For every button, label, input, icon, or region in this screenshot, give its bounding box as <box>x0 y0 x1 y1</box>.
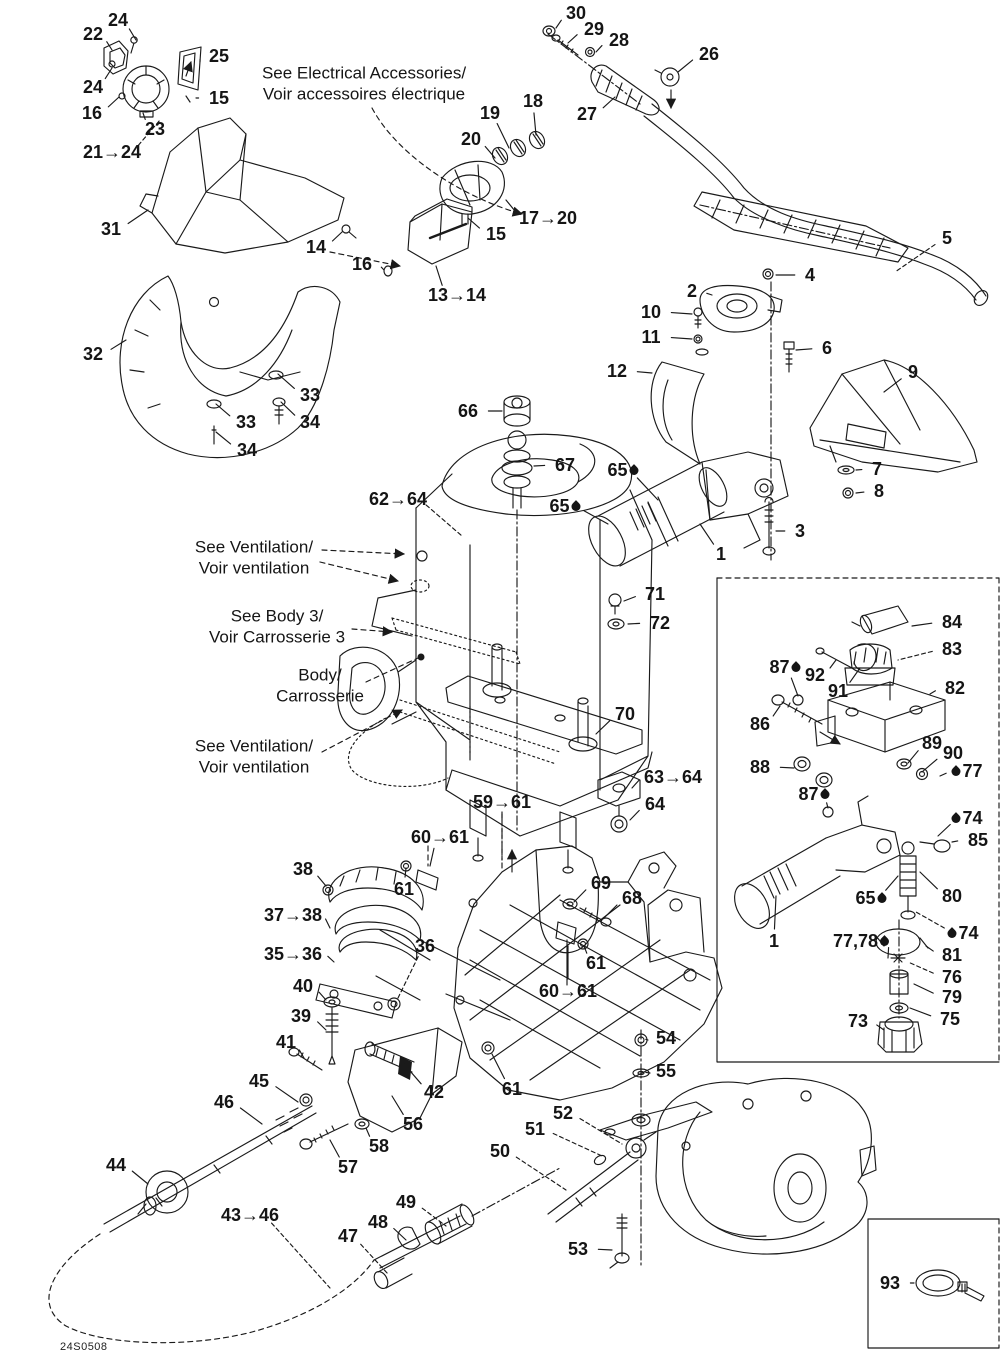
mirror-bracket-parts <box>104 37 201 117</box>
callout-85: 85 <box>967 830 989 850</box>
callout-47: 47 <box>337 1226 359 1246</box>
steering-support-housing <box>338 434 652 873</box>
callout-34: 34 <box>299 412 321 432</box>
switch-housing-cover <box>440 129 548 224</box>
callout-38: 38 <box>292 859 314 879</box>
callout-19: 19 <box>479 103 501 123</box>
steering-support-drum <box>656 1078 876 1254</box>
callout-77-78: 77,78 <box>833 932 891 950</box>
callout-29: 29 <box>583 19 605 39</box>
callout-69: 69 <box>590 873 612 893</box>
leader-lines <box>105 20 957 1288</box>
callout-75: 75 <box>939 1009 961 1029</box>
callout-13-14: 13→14 <box>427 285 487 305</box>
callout-36: 36 <box>414 936 436 956</box>
callout-93: 93 <box>879 1273 901 1293</box>
callout-73: 73 <box>847 1011 869 1031</box>
callout-21-24: 21→24 <box>82 142 142 162</box>
callout-52: 52 <box>552 1103 574 1123</box>
callout-24: 24 <box>107 10 129 30</box>
mount-plate-and-studs <box>400 644 642 832</box>
fin-cover <box>763 360 977 555</box>
callout-46: 46 <box>213 1092 235 1112</box>
annotation-body: Body/ Carrosserie <box>276 665 364 705</box>
callout-30: 30 <box>565 3 587 23</box>
callout-54: 54 <box>655 1028 677 1048</box>
callout-23: 23 <box>144 119 166 139</box>
callout-12: 12 <box>606 361 628 381</box>
callout-59-61: 59→61 <box>472 792 532 812</box>
annotation-electrical-accessories: See Electrical Accessories/ Voir accessoires électrique <box>261 63 467 103</box>
subassembly-panel-border <box>717 578 999 1062</box>
handlebar-assembly <box>543 26 991 308</box>
callout-51: 51 <box>524 1119 546 1139</box>
callout-26: 26 <box>698 44 720 64</box>
panel-column-parts <box>727 796 950 1052</box>
callout-43-46: 43→46 <box>220 1205 280 1225</box>
callout-44: 44 <box>105 1155 127 1175</box>
callout-65: 65 <box>855 889 888 907</box>
callout-74: 74 <box>945 924 978 942</box>
callout-28: 28 <box>608 30 630 50</box>
callout-68: 68 <box>621 888 643 908</box>
callout-57: 57 <box>337 1157 359 1177</box>
callout-66: 66 <box>457 401 479 421</box>
callout-74: 74 <box>949 809 982 827</box>
callout-61: 61 <box>585 953 607 973</box>
callout-56: 56 <box>402 1114 424 1134</box>
callout-18: 18 <box>522 91 544 111</box>
callout-61: 61 <box>393 879 415 899</box>
callout-9: 9 <box>907 362 919 382</box>
callout-90: 90 <box>942 743 964 763</box>
callout-16: 16 <box>351 254 373 274</box>
callout-87: 87 <box>798 785 831 803</box>
callout-15: 15 <box>485 224 507 244</box>
annotation-body-3: See Body 3/ Voir Carrosserie 3 <box>208 606 346 646</box>
callout-79: 79 <box>941 987 963 1007</box>
callout-80: 80 <box>941 886 963 906</box>
callout-7: 7 <box>871 459 883 479</box>
callout-22: 22 <box>82 24 104 44</box>
callout-65: 65 <box>607 461 640 479</box>
support-bracket-plate <box>401 812 722 1100</box>
callout-5: 5 <box>941 228 953 248</box>
callout-16: 16 <box>81 103 103 123</box>
console-cover-lower <box>120 276 340 458</box>
callout-10: 10 <box>640 302 662 322</box>
callout-86: 86 <box>749 714 771 734</box>
callout-31: 31 <box>100 219 122 239</box>
callout-37-38: 37→38 <box>263 905 323 925</box>
cable-bracket <box>300 1028 494 1149</box>
callout-60-61: 60→61 <box>538 981 598 1001</box>
callout-48: 48 <box>367 1212 389 1232</box>
callout-45: 45 <box>248 1071 270 1091</box>
callout-33: 33 <box>235 412 257 432</box>
callout-32: 32 <box>82 344 104 364</box>
callout-14: 14 <box>305 237 327 257</box>
callout-87: 87 <box>769 658 802 676</box>
callout-1: 1 <box>768 931 780 951</box>
callout-92: 92 <box>804 665 826 685</box>
callout-4: 4 <box>804 265 816 285</box>
callout-40: 40 <box>292 976 314 996</box>
callout-50: 50 <box>489 1141 511 1161</box>
callout-81: 81 <box>941 945 963 965</box>
callout-62-64: 62→64 <box>368 489 428 509</box>
callout-34: 34 <box>236 440 258 460</box>
callout-25: 25 <box>208 46 230 66</box>
callout-72: 72 <box>649 613 671 633</box>
callout-11: 11 <box>641 327 661 347</box>
callout-83: 83 <box>941 639 963 659</box>
callout-82: 82 <box>944 678 966 698</box>
callout-70: 70 <box>614 704 636 724</box>
callout-77: 77 <box>949 762 982 780</box>
callout-33: 33 <box>299 385 321 405</box>
callout-24: 24 <box>82 77 104 97</box>
callout-65: 65 <box>549 497 582 515</box>
callout-15: 15 <box>208 88 230 108</box>
callout-8: 8 <box>873 481 885 501</box>
column-clamp-halves <box>289 867 510 1070</box>
panel-clamp-parts <box>772 606 945 817</box>
callout-6: 6 <box>821 338 833 358</box>
callout-42: 42 <box>423 1082 445 1102</box>
callout-17-20: 17→20 <box>518 208 578 228</box>
callout-41: 41 <box>275 1032 297 1052</box>
callout-71: 71 <box>644 584 666 604</box>
callout-53: 53 <box>567 1239 589 1259</box>
callout-35-36: 35→36 <box>263 944 323 964</box>
annotation-ventilation-top: See Ventilation/ Voir ventilation <box>194 537 314 577</box>
steering-cable <box>49 1094 560 1343</box>
callout-64: 64 <box>644 794 666 814</box>
callout-61: 61 <box>501 1079 523 1099</box>
cable-tie <box>916 1270 984 1301</box>
callout-91: 91 <box>827 681 849 701</box>
callout-3: 3 <box>794 521 806 541</box>
callout-2: 2 <box>686 281 698 301</box>
callout-89: 89 <box>921 733 943 753</box>
callout-27: 27 <box>576 104 598 124</box>
document-code: 24S0508 <box>60 1341 108 1353</box>
callout-76: 76 <box>941 967 963 987</box>
callout-63-64: 63→64 <box>643 767 703 787</box>
annotation-ventilation-bottom: See Ventilation/ Voir ventilation <box>194 736 314 776</box>
callout-49: 49 <box>395 1192 417 1212</box>
callout-58: 58 <box>368 1136 390 1156</box>
callout-39: 39 <box>290 1006 312 1026</box>
detail-box-border <box>868 1219 999 1348</box>
callout-60-61: 60→61 <box>410 827 470 847</box>
callout-20: 20 <box>460 129 482 149</box>
callout-67: 67 <box>554 455 576 475</box>
callout-55: 55 <box>655 1061 677 1081</box>
callout-84: 84 <box>941 612 963 632</box>
console-cover-upper <box>140 118 344 253</box>
callout-88: 88 <box>749 757 771 777</box>
callout-1: 1 <box>715 544 727 564</box>
steering-column-clamp <box>581 452 788 572</box>
